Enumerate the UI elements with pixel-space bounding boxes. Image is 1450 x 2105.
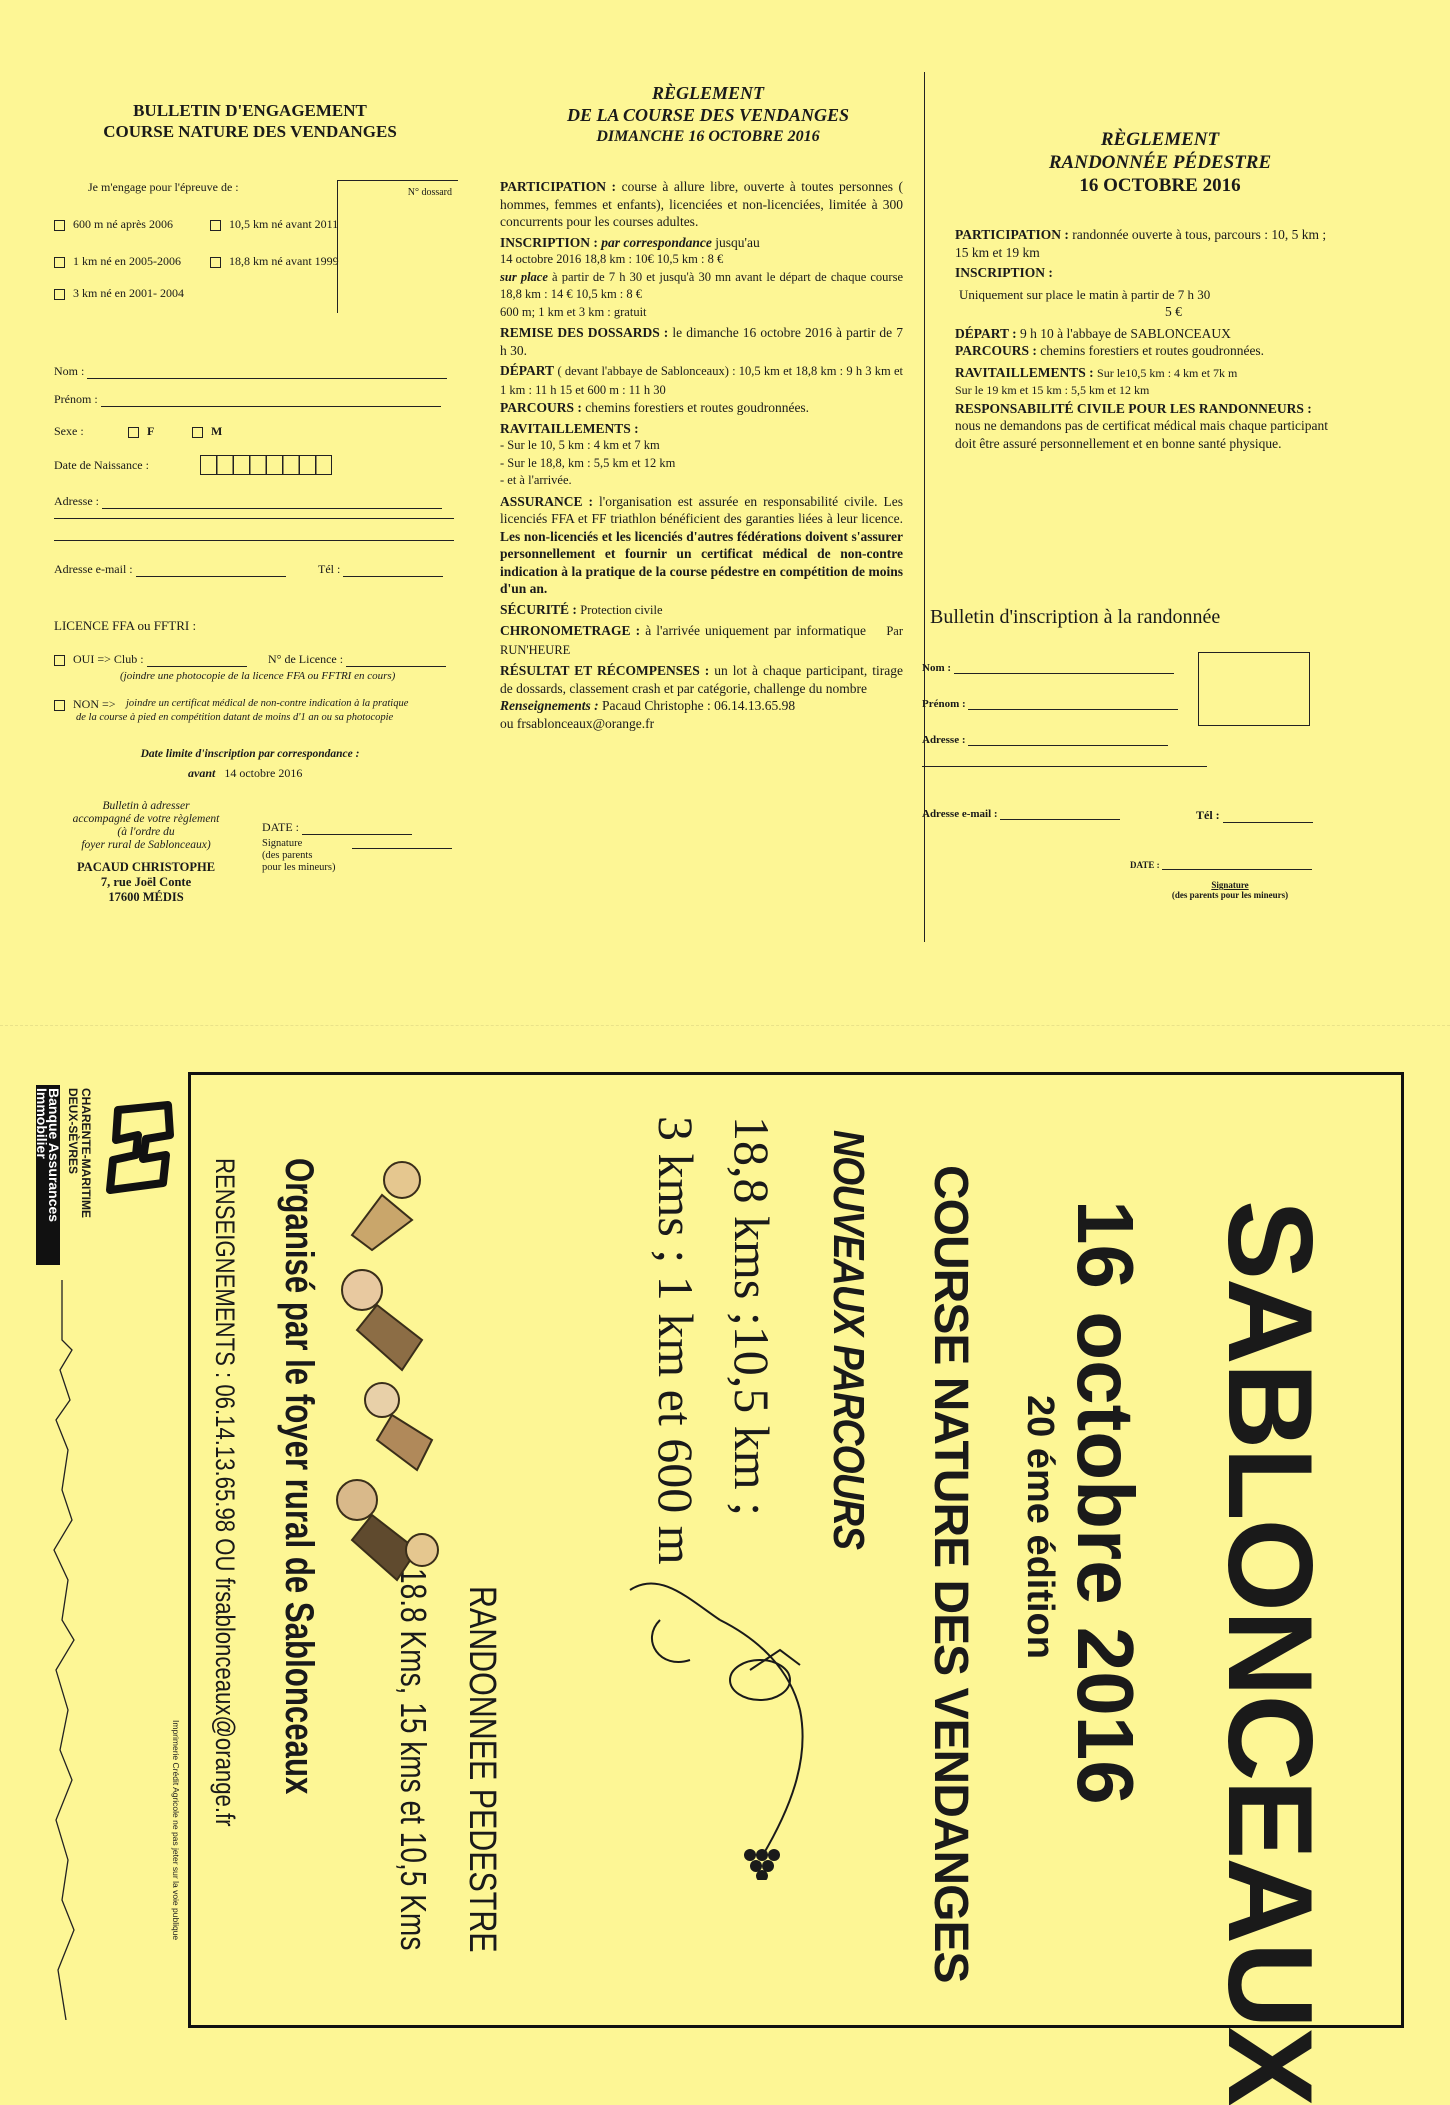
bank-region: CHARENTE-MARITIME DEUX-SÈVRES xyxy=(66,1088,93,1218)
bulletin-title-line2: COURSE NATURE DES VENDANGES xyxy=(103,122,397,141)
flyer-nouveaux: NOUVEAUX PARCOURS xyxy=(824,1130,873,1550)
rabbit-grapes-illustration-icon xyxy=(600,1560,840,1880)
assurance: ASSURANCE : l'organisation est assurée en responsabilité civile. Les licenciés FFA et FF triathlon bénéficient des garanties liées à leur licence. Les non-licenciés et les licenciés d'autres fédérations doivent s'assurer personnellement et fournir un certificat médical de non-contre indication à la pratique de la course pédestre en compétition de moins d'un an. xyxy=(500,493,903,596)
rando-bulletin-title: Bulletin d'inscription à la randonnée xyxy=(930,606,1221,628)
adresse-field[interactable]: Adresse : xyxy=(54,494,442,509)
bulletin-engagement xyxy=(40,100,460,142)
ravit-heading: RAVITAILLEMENTS : xyxy=(500,420,639,436)
credit-agricole-logo-icon xyxy=(98,1095,188,1205)
non-note1: joindre un certificat médical de non-contre indication à la pratique xyxy=(126,698,409,709)
rando-depart: DÉPART : 9 h 10 à l'abbaye de SABLONCEAUX xyxy=(955,325,1231,341)
engage-text: Je m'engage pour l'épreuve de : xyxy=(88,180,239,194)
rando-resp: RESPONSABILITÉ CIVILE POUR LES RANDONNEURS : nous ne demandons pas de certificat médical mais chaque participant doit être assuré personnellement et en bonne santé physique. xyxy=(955,400,1328,451)
renseignements: Renseignements : Pacaud Christophe : 06.14.13.65.98 xyxy=(500,698,796,713)
ravit2: - Sur le 18,8, km : 5,5 km et 12 km xyxy=(500,455,676,470)
tel-field[interactable]: Tél : xyxy=(318,562,443,577)
runners-illustration-icon xyxy=(322,1140,470,1610)
inscription-prices: 14 octobre 2016 18,8 km : 10€ 10,5 km : 8 € xyxy=(500,252,724,266)
licence-oui[interactable]: OUI => Club : xyxy=(54,652,247,667)
reglement-title: RÈGLEMENT DE LA COURSE DES VENDANGES DIMANCHE 16 OCTOBRE 2016 xyxy=(566,83,850,145)
licence-label: LICENCE FFA ou FFTRI : xyxy=(54,618,197,633)
rando-ravit2: Sur le 19 km et 15 km : 5,5 km et 12 km xyxy=(955,383,1150,397)
parcours: PARCOURS : chemins forestiers et routes goudronnées. xyxy=(500,400,810,415)
rando-inscription-h: INSCRIPTION : xyxy=(955,265,1053,280)
rando-ravit: RAVITAILLEMENTS : Sur le10,5 km : 4 km et 7k m xyxy=(955,364,1238,380)
flyer-renseignements: RENSEIGNEMENTS : 06.14.13.65.98 OU frsablonceaux@orange.fr xyxy=(210,1158,240,1827)
ravit1: - Sur le 10, 5 km : 4 km et 7 km xyxy=(500,438,660,452)
flyer-edition: 20 éme édition xyxy=(1019,1395,1061,1659)
chrono: CHRONOMETRAGE : à l'arrivée uniquement par informatique Par RUN'HEURE xyxy=(500,623,904,657)
option-1km[interactable]: 1 km né en 2005-2006 xyxy=(54,254,181,269)
oui-note: (joindre une photocopie de la licence FFA ou FFTRI en cours) xyxy=(120,670,396,682)
dossard-box xyxy=(337,180,458,313)
adresse-line3[interactable] xyxy=(54,540,454,541)
securite: SÉCURITÉ : Protection civile xyxy=(500,601,663,617)
bulletin-title xyxy=(40,100,460,142)
naissance-label: Date de Naissance : xyxy=(54,458,149,472)
village-skyline-icon xyxy=(42,1280,82,2020)
flyer-rando1: RANDONNEE PEDESTRE xyxy=(461,1586,503,1953)
rando-prix: 5 € xyxy=(1165,304,1182,319)
email-field[interactable]: Adresse e-mail : xyxy=(54,562,286,577)
ravit3: - et à l'arrivée. xyxy=(500,473,572,487)
option-18-8km[interactable]: 18,8 km né avant 1999 xyxy=(210,254,339,269)
flyer-date: 16 octobre 2016 xyxy=(1061,1200,1150,1805)
rando-box xyxy=(1198,652,1310,726)
licence-number-field[interactable]: N° de Licence : xyxy=(268,652,446,667)
signature-line[interactable] xyxy=(352,848,452,849)
date-limite-value: avant 14 octobre 2016 xyxy=(188,766,303,780)
gratuit: 600 m; 1 km et 3 km : gratuit xyxy=(500,304,647,319)
reglement-body xyxy=(500,178,903,732)
surplace: sur place à partir de 7 h 30 et jusqu'à 30 mn avant le départ de chaque course 18,8 km : 14 € 10,5 km : 8 € xyxy=(500,269,904,301)
adresse-line2[interactable] xyxy=(54,518,454,519)
depart: DÉPART ( devant l'abbaye de Sablonceaux) : 10,5 km et 18,8 km : 9 h 3 km et 1 km : 11 h 15 et 600 m : 11 h 30 xyxy=(500,363,903,397)
non-note2: de la course à pied en compétition datant de moins d'1 an ou sa photocopie xyxy=(76,712,394,723)
dossard-label: N° dossard xyxy=(407,187,452,198)
rando-nom-field[interactable]: Nom : xyxy=(922,662,1174,674)
participation: PARTICIPATION : course à allure libre, ouverte à toutes personnes ( hommes, femmes et enfants), licenciées et non-licenciées, limitée à 300 concurrents pour les courses adultes. xyxy=(500,179,903,229)
prenom-field[interactable]: Prénom : xyxy=(54,392,441,407)
adresser-text: Bulletin à adresser accompagné de votre règlement (à l'ordre du foyer rural de Sablonceaux) xyxy=(72,800,220,851)
bulletin-title-line1: BULLETIN D'ENGAGEMENT xyxy=(133,101,367,120)
rando-parcours: PARCOURS : chemins forestiers et routes goudronnées. xyxy=(955,343,1265,358)
flyer-imprimerie: Imprimerie Crédit Agricole ne pas jeter sur la voie publique xyxy=(171,1720,181,1941)
option-600m[interactable]: 600 m né après 2006 xyxy=(54,217,173,232)
fold-line xyxy=(0,1025,1450,1026)
sexe-label: Sexe : xyxy=(54,424,84,438)
flyer-title: SABLONCEAUX xyxy=(1203,1200,1337,2105)
licence-non[interactable]: NON => xyxy=(54,697,116,712)
rando-title: RÈGLEMENT RANDONNÉE PÉDESTRE 16 OCTOBRE 2016 xyxy=(1048,129,1272,196)
bank-label: Banque Assurances Immobilier xyxy=(34,1088,62,1223)
flyer-organise: Organisé par le foyer rural de Sablonceaux xyxy=(277,1158,321,1795)
rando-signature: Signature (des parents pour les mineurs) xyxy=(1171,880,1289,900)
rando-participation: PARTICIPATION : randonnée ouverte à tous, parcours : 10, 5 km ; 15 km et 19 km xyxy=(955,227,1327,260)
nom-field[interactable]: Nom : xyxy=(54,364,447,379)
rando-inscription: Uniquement sur place le matin à partir de 7 h 30 xyxy=(959,286,1211,302)
rando-date-field[interactable]: DATE : xyxy=(1130,860,1312,870)
sexe-f[interactable]: F xyxy=(128,424,154,439)
option-3km[interactable]: 3 km né en 2001- 2004 xyxy=(54,286,184,301)
remise: REMISE DES DOSSARDS : le dimanche 16 octobre 2016 à partir de 7 h 30. xyxy=(500,325,904,358)
renseignements-email: ou frsablonceaux@orange.fr xyxy=(500,715,655,731)
date-limite: Date limite d'inscription par correspondance : xyxy=(140,748,360,760)
option-10-5km[interactable]: 10,5 km né avant 2011 xyxy=(210,217,338,232)
rando-body xyxy=(955,226,1335,452)
rando-adresse-line2[interactable] xyxy=(922,766,1207,767)
rando-email-field[interactable]: Adresse e-mail : xyxy=(922,808,1120,820)
date-field[interactable]: DATE : xyxy=(262,820,412,835)
flyer-course: COURSE NATURE DES VENDANGES xyxy=(924,1165,977,1983)
contact-address: PACAUD CHRISTOPHE 7, rue Joël Conte 17600 MÉDIS xyxy=(76,860,216,904)
naissance-input[interactable] xyxy=(200,455,332,475)
signature-label: Signature (des parents pour les mineurs) xyxy=(262,838,336,873)
inscription: INSCRIPTION : par correspondance jusqu'au xyxy=(500,234,760,250)
flyer-distances1: 18,8 kms ;10,5 km ; xyxy=(724,1116,780,1517)
rando-tel-field[interactable]: Tél : xyxy=(1196,808,1313,823)
sexe-m[interactable]: M xyxy=(192,424,222,439)
flyer-distances2: 3 kms ; 1 km et 600 m xyxy=(648,1116,704,1565)
rando-prenom-field[interactable]: Prénom : xyxy=(922,698,1178,710)
resultat: RÉSULTAT ET RÉCOMPENSES : un lot à chaque participant, tirage de dossards, classement crash et par catégorie, challenge du nombre xyxy=(500,663,903,696)
flyer-rando2: 18.8 Kms, 15 kms et 10,5 Kms xyxy=(393,1568,434,1951)
rando-adresse-field[interactable]: Adresse : xyxy=(922,734,1168,746)
